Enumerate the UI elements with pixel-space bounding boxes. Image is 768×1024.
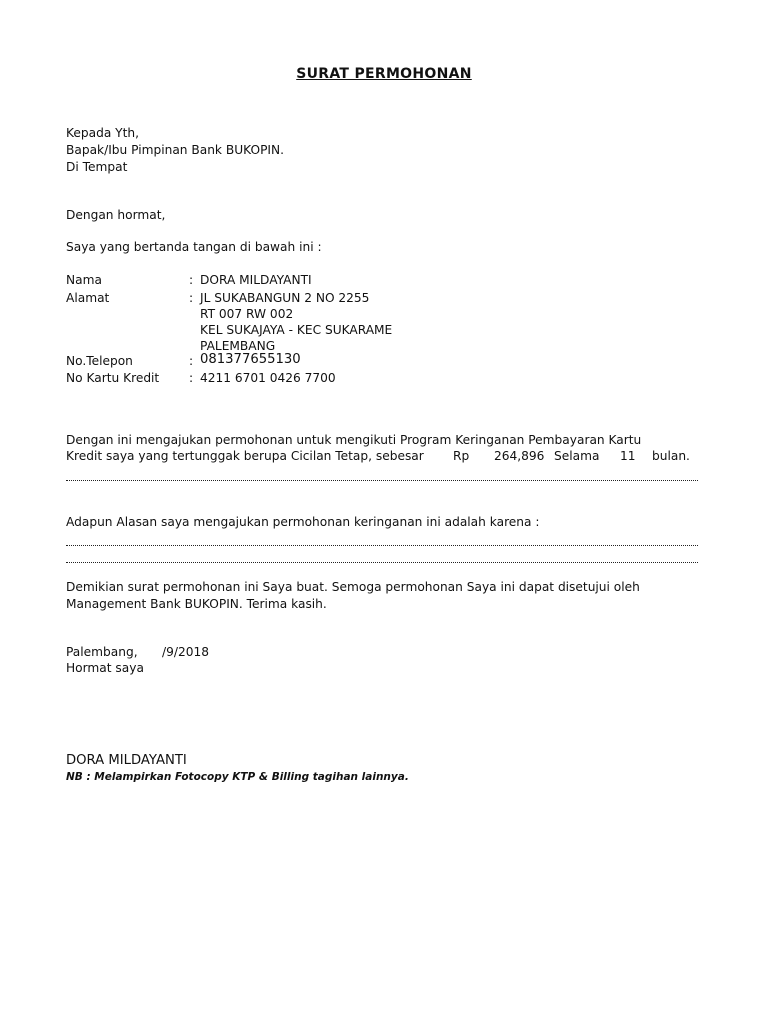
field-telepon-colon: : <box>189 354 194 368</box>
field-telepon-value: 081377655130 <box>200 352 301 367</box>
request-duration: 11 <box>620 449 636 463</box>
field-nama-colon: : <box>189 273 194 287</box>
recipient-line-1: Kepada Yth, <box>66 126 139 140</box>
field-alamat-line-1: JL SUKABANGUN 2 NO 2255 <box>200 291 370 305</box>
request-amount: 264,896 <box>494 449 545 463</box>
field-alamat-line-2: RT 007 RW 002 <box>200 307 294 321</box>
closing-line-1: Demikian surat permohonan ini Saya buat. Semoga permohonan Saya ini dapat disetujui oleh <box>66 580 640 594</box>
attachment-note: NB : Melampirkan Fotocopy KTP & Billing tagihan lainnya. <box>66 771 409 783</box>
letter-title: SURAT PERMOHONAN <box>296 66 472 82</box>
request-duration-unit: bulan. <box>652 449 690 463</box>
field-kartu-value: 4211 6701 0426 7700 <box>200 371 336 385</box>
dotted-line-2 <box>66 545 698 546</box>
date-text: /9/2018 <box>162 645 209 659</box>
request-line-2: Kredit saya yang tertunggak berupa Cicilan Tetap, sebesar <box>66 449 424 463</box>
dotted-line-3 <box>66 562 698 563</box>
field-kartu-colon: : <box>189 371 194 385</box>
field-alamat-colon: : <box>189 291 194 305</box>
request-duration-label: Selama <box>554 449 600 463</box>
request-line-1: Dengan ini mengajukan permohonan untuk mengikuti Program Keringanan Pembayaran Kartu <box>66 433 642 447</box>
recipient-line-2: Bapak/Ibu Pimpinan Bank BUKOPIN. <box>66 143 284 157</box>
field-telepon-label: No.Telepon <box>66 354 133 368</box>
place-text: Palembang, <box>66 645 138 659</box>
dotted-line-1 <box>66 480 698 481</box>
request-currency: Rp <box>453 449 470 463</box>
recipient-line-3: Di Tempat <box>66 160 128 174</box>
regards-text: Hormat saya <box>66 661 144 675</box>
closing-line-2: Management Bank BUKOPIN. Terima kasih. <box>66 597 327 611</box>
greeting: Dengan hormat, <box>66 208 166 222</box>
field-nama-label: Nama <box>66 273 102 287</box>
field-alamat-line-3: KEL SUKAJAYA - KEC SUKARAME <box>200 323 393 337</box>
field-alamat-line-4: PALEMBANG <box>200 339 276 353</box>
reason-text: Adapun Alasan saya mengajukan permohonan keringanan ini adalah karena : <box>66 515 540 529</box>
field-nama-value: DORA MILDAYANTI <box>200 273 312 287</box>
signatory-name: DORA MILDAYANTI <box>66 753 187 768</box>
intro-text: Saya yang bertanda tangan di bawah ini : <box>66 240 322 254</box>
field-alamat-label: Alamat <box>66 291 110 305</box>
field-kartu-label: No Kartu Kredit <box>66 371 160 385</box>
